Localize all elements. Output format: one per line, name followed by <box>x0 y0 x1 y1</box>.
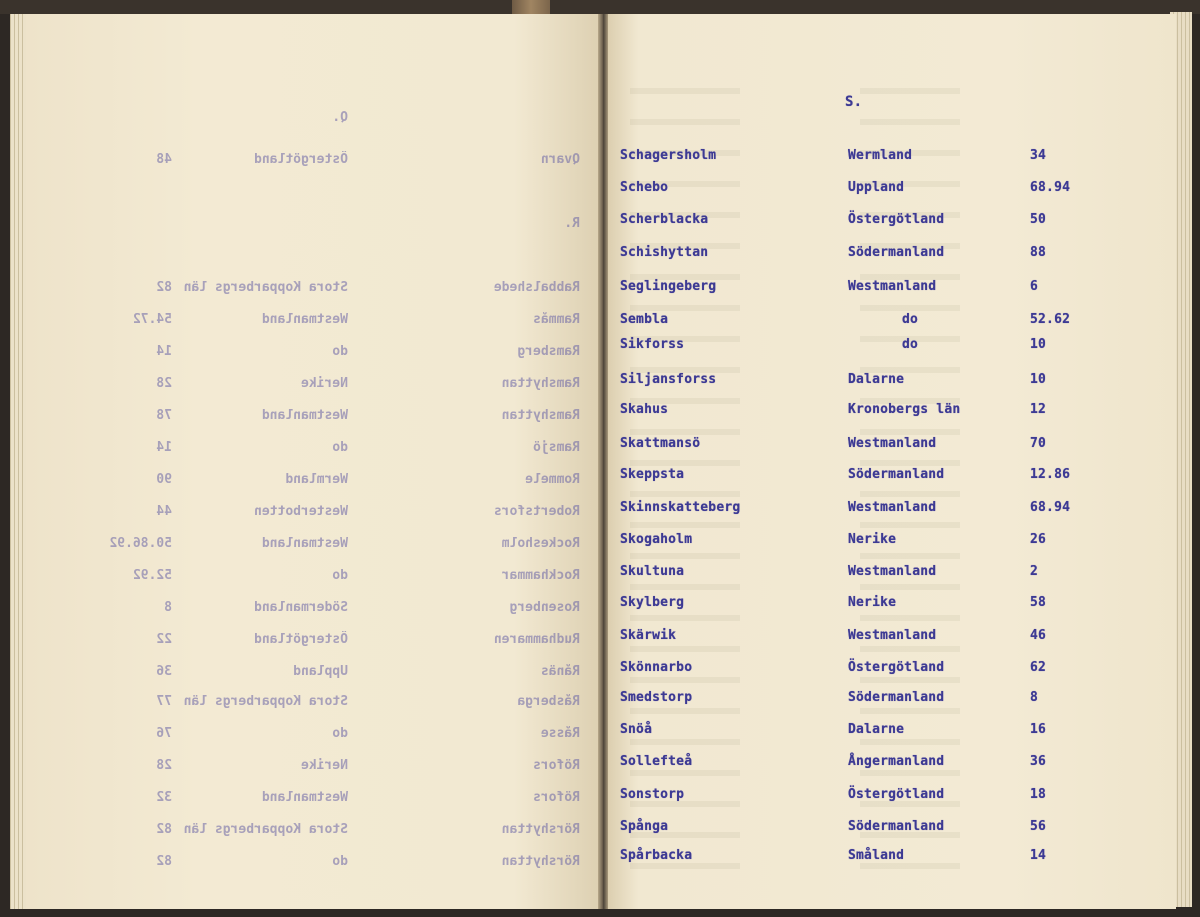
ghost-line <box>630 708 740 714</box>
bleed-region: Nerike <box>301 376 348 391</box>
bleed-place: Robertsfors <box>493 504 580 519</box>
ghost-line <box>860 739 960 745</box>
bleed-region: do <box>332 440 348 455</box>
bleed-row <box>26 248 600 268</box>
ghost-line <box>630 770 740 776</box>
entry-number: 70 <box>1030 436 1047 451</box>
entry-number: 18 <box>1030 787 1047 802</box>
bleed-row <box>26 312 600 332</box>
entry-number: 14 <box>1030 848 1047 863</box>
bleed-row <box>26 758 600 778</box>
ghost-line <box>860 553 960 559</box>
entry-place: Scherblacka <box>620 212 709 227</box>
bleed-number: 14 <box>156 344 172 359</box>
bleed-number: 90 <box>156 472 172 487</box>
entry-number: 46 <box>1030 628 1047 643</box>
entry-place: Skinnskatteberg <box>620 500 741 515</box>
bleed-row <box>26 184 600 204</box>
ghost-line <box>860 708 960 714</box>
ghost-line <box>860 615 960 621</box>
bleed-row <box>26 600 600 620</box>
entry-region: Södermanland <box>848 690 945 705</box>
ghost-line <box>630 88 740 94</box>
ghost-line <box>860 429 960 435</box>
entry-place: Sikforss <box>620 337 685 352</box>
ghost-line <box>860 305 960 311</box>
bleed-row <box>26 568 600 588</box>
entry-number: 50 <box>1030 212 1047 227</box>
bleed-place: Ramshyttan <box>501 408 580 423</box>
entry-region: Småland <box>848 848 905 863</box>
bleed-place: R. <box>564 216 580 231</box>
entry-place: Skeppsta <box>620 467 685 482</box>
bleed-place: Qvarn <box>540 152 580 167</box>
bleed-region: Westmanland <box>261 312 348 327</box>
bleed-row <box>26 280 600 300</box>
entry-region: Dalarne <box>848 722 905 737</box>
bleed-region: do <box>332 854 348 869</box>
entry-number: 68.94 <box>1030 180 1071 195</box>
bleed-number: 82 <box>156 854 172 869</box>
ghost-line <box>860 522 960 528</box>
bleed-region: do <box>332 726 348 741</box>
bleed-region: do <box>332 568 348 583</box>
bleed-place: Rommele <box>525 472 580 487</box>
ghost-line <box>630 553 740 559</box>
bleed-place: Röfors <box>533 790 580 805</box>
entry-region: Södermanland <box>848 245 945 260</box>
entry-place: Skylberg <box>620 595 685 610</box>
ghost-line <box>630 646 740 652</box>
bleed-region: do <box>332 344 348 359</box>
entry-region: Westmanland <box>848 564 937 579</box>
ghost-line <box>630 863 740 869</box>
bleed-row <box>26 726 600 746</box>
ghost-line <box>860 677 960 683</box>
bleed-number: 8 <box>164 600 172 615</box>
entry-region: Dalarne <box>848 372 905 387</box>
entry-region: do <box>902 312 919 327</box>
entry-region: Westmanland <box>848 279 937 294</box>
bleed-place: Ramsjö <box>533 440 580 455</box>
entry-number: 26 <box>1030 532 1047 547</box>
bleed-row <box>26 376 600 396</box>
entry-place: Smedstorp <box>620 690 693 705</box>
bleed-region: Nerike <box>301 758 348 773</box>
bleed-region: Stora Kopparbergs län <box>183 822 348 837</box>
bleed-number: 28 <box>156 376 172 391</box>
entry-number: 36 <box>1030 754 1047 769</box>
entry-region: Södermanland <box>848 467 945 482</box>
ghost-line <box>860 119 960 125</box>
entry-place: Sembla <box>620 312 669 327</box>
entry-region: Ångermanland <box>848 754 945 769</box>
bleed-place: Rörshyttan <box>501 822 580 837</box>
ghost-line <box>860 584 960 590</box>
bleed-place: Rudhammaren <box>493 632 580 647</box>
entry-place: Skultuna <box>620 564 685 579</box>
entry-region: Uppland <box>848 180 905 195</box>
bleed-row <box>26 344 600 364</box>
ghost-line <box>630 491 740 497</box>
bleed-region: Östergötland <box>254 152 348 167</box>
bleed-place: Rörshyttan <box>501 854 580 869</box>
bleed-place: Rammås <box>533 312 580 327</box>
bleed-place: Ramshyttan <box>501 376 580 391</box>
bleed-row <box>26 632 600 652</box>
bleed-row <box>26 536 600 556</box>
entry-region: Westmanland <box>848 500 937 515</box>
bleed-letter-row <box>26 110 600 130</box>
entry-region: do <box>902 337 919 352</box>
ghost-line <box>860 646 960 652</box>
entry-place: Sonstorp <box>620 787 685 802</box>
book-top-edge <box>0 0 1200 14</box>
bleed-row <box>26 790 600 810</box>
entry-region: Södermanland <box>848 819 945 834</box>
bleed-region: Stora Kopparbergs län <box>183 280 348 295</box>
ghost-line <box>630 305 740 311</box>
bleed-region: Wermland <box>285 472 348 487</box>
entry-place: Skogaholm <box>620 532 693 547</box>
bleed-number: 48 <box>156 152 172 167</box>
bleed-row <box>26 408 600 428</box>
bleed-place: Rockesholm <box>501 536 580 551</box>
entry-region: Nerike <box>848 532 897 547</box>
ghost-line <box>630 677 740 683</box>
entry-number: 88 <box>1030 245 1047 260</box>
section-letter: S. <box>845 94 863 110</box>
bleed-number: 32 <box>156 790 172 805</box>
ghost-line <box>630 615 740 621</box>
ghost-line <box>860 491 960 497</box>
bleed-number: 82 <box>156 280 172 295</box>
bleed-number: 82 <box>156 822 172 837</box>
bleed-number: 14 <box>156 440 172 455</box>
bleed-number: 44 <box>156 504 172 519</box>
entry-region: Westmanland <box>848 436 937 451</box>
bleed-row <box>26 854 600 874</box>
bleed-place: Rockhammar <box>501 568 580 583</box>
entry-region: Nerike <box>848 595 897 610</box>
entry-place: Spårbacka <box>620 848 693 863</box>
entry-region: Östergötland <box>848 212 945 227</box>
bleed-row <box>26 504 600 524</box>
entry-number: 56 <box>1030 819 1047 834</box>
entry-place: Schebo <box>620 180 669 195</box>
bleed-number: 36 <box>156 664 172 679</box>
bleed-number: 77 <box>156 694 172 709</box>
bleed-row <box>26 822 600 842</box>
entry-place: Schishyttan <box>620 245 709 260</box>
entry-number: 12 <box>1030 402 1047 417</box>
bleed-row <box>26 472 600 492</box>
bleed-region: Westmanland <box>261 408 348 423</box>
bleed-place: Röfors <box>533 758 580 773</box>
bleed-region: Östergötland <box>254 632 348 647</box>
ghost-line <box>630 584 740 590</box>
entry-number: 12.86 <box>1030 467 1071 482</box>
bleed-number: 54.72 <box>132 312 172 327</box>
bleed-region: Uppland <box>293 664 348 679</box>
entry-region: Östergötland <box>848 660 945 675</box>
bleed-region: Westerbotten <box>254 504 348 519</box>
bleed-region: Westmanland <box>261 536 348 551</box>
entry-number: 10 <box>1030 337 1047 352</box>
ghost-line <box>630 739 740 745</box>
ghost-line <box>630 460 740 466</box>
entry-place: Snöå <box>620 722 653 737</box>
entry-place: Spånga <box>620 819 669 834</box>
bleed-row <box>26 664 600 684</box>
bleed-region: Södermanland <box>254 600 348 615</box>
bleed-place: Ramsberg <box>517 344 580 359</box>
bleed-row <box>26 152 600 172</box>
bleed-number: 22 <box>156 632 172 647</box>
entry-region: Östergötland <box>848 787 945 802</box>
bleed-row <box>26 440 600 460</box>
bleed-row <box>26 216 600 236</box>
bleed-number: 50.86.92 <box>109 536 172 551</box>
left-page-bleed-through <box>26 14 600 909</box>
entry-place: Schagersholm <box>620 148 717 163</box>
ghost-line <box>860 863 960 869</box>
entry-number: 34 <box>1030 148 1047 163</box>
bleed-place: Råsberga <box>517 694 580 709</box>
bleed-place: Rabbalshede <box>493 280 580 295</box>
entry-place: Siljansforss <box>620 372 717 387</box>
bleed-number: 76 <box>156 726 172 741</box>
entry-number: 6 <box>1030 279 1039 294</box>
entry-place: Skahus <box>620 402 669 417</box>
bleed-place: Rosenberg <box>509 600 580 615</box>
entry-place: Skönnarbo <box>620 660 693 675</box>
entry-number: 10 <box>1030 372 1047 387</box>
entry-number: 2 <box>1030 564 1039 579</box>
entry-number: 62 <box>1030 660 1047 675</box>
bleed-row <box>26 694 600 714</box>
entry-place: Seglingeberg <box>620 279 717 294</box>
ghost-line <box>630 119 740 125</box>
ghost-line <box>860 460 960 466</box>
entry-region: Westmanland <box>848 628 937 643</box>
bleed-region: Westmanland <box>261 790 348 805</box>
bleed-number: 28 <box>156 758 172 773</box>
entry-number: 68.94 <box>1030 500 1071 515</box>
bleed-letter: Q. <box>332 110 348 125</box>
ghost-line <box>860 770 960 776</box>
bleed-number: 52.92 <box>132 568 172 583</box>
entry-place: Skärwik <box>620 628 677 643</box>
entry-place: Sollefteå <box>620 754 693 769</box>
entry-number: 52.62 <box>1030 312 1071 327</box>
entry-number: 16 <box>1030 722 1047 737</box>
entry-place: Skattmansö <box>620 436 701 451</box>
entry-region: Wermland <box>848 148 913 163</box>
entry-number: 58 <box>1030 595 1047 610</box>
ghost-line <box>860 88 960 94</box>
entry-region: Kronobergs län <box>848 402 961 417</box>
bleed-region: Stora Kopparbergs län <box>183 694 348 709</box>
bleed-number: 78 <box>156 408 172 423</box>
bleed-place: Rånäs <box>540 664 580 679</box>
bleed-place: Råsse <box>540 726 580 741</box>
ghost-line <box>630 522 740 528</box>
ghost-line <box>630 429 740 435</box>
entry-number: 8 <box>1030 690 1039 705</box>
